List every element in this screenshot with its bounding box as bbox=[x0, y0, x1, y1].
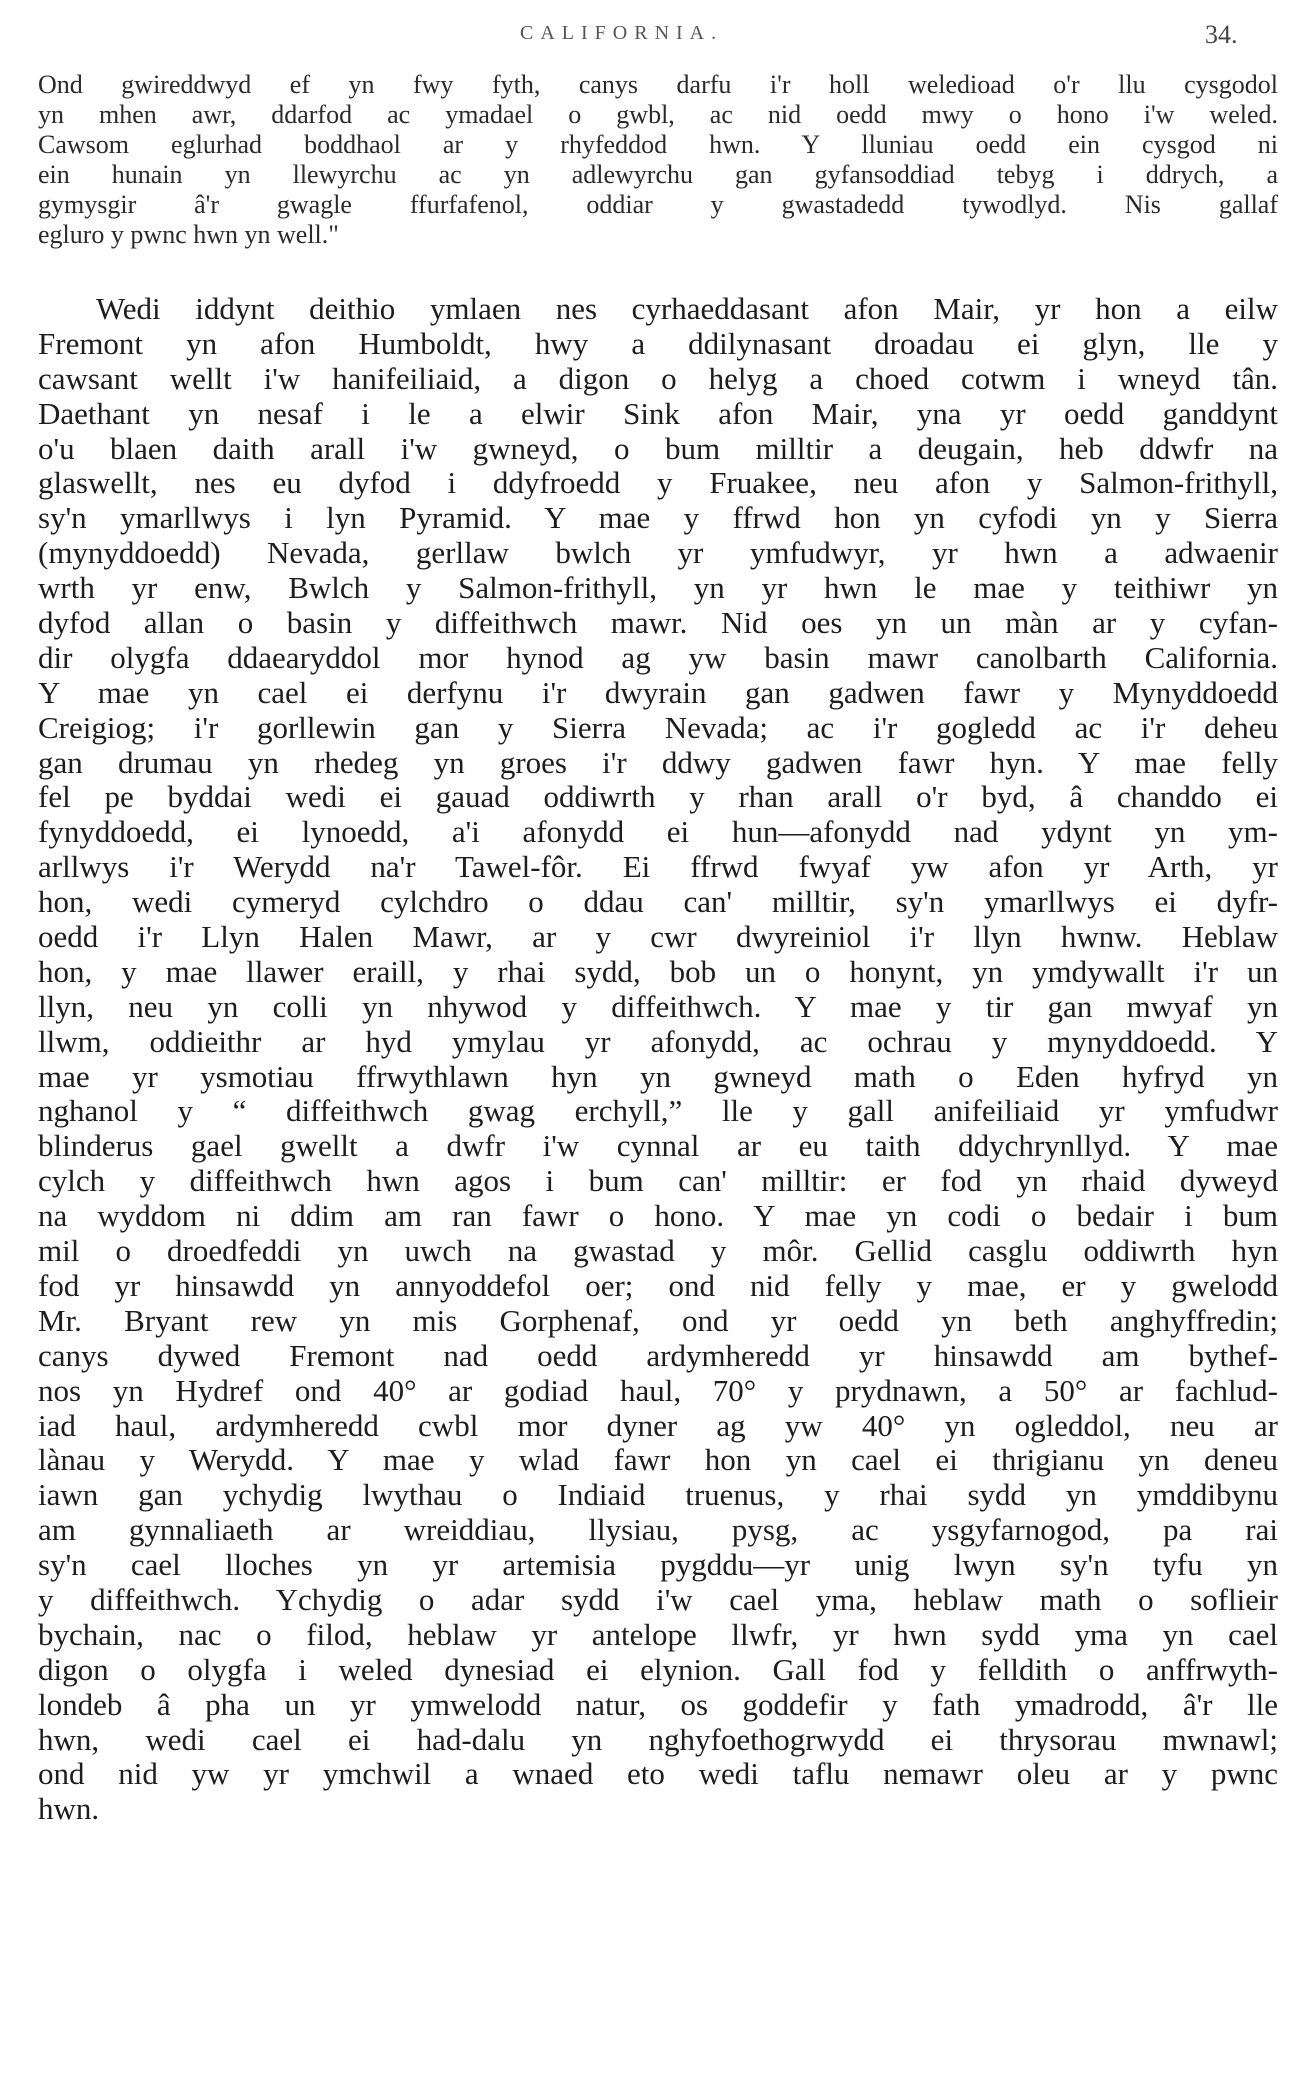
text-line: Ond gwireddwyd ef yn fwy fyth, canys darfu i'r holl weledioad o'r llu cysgodol bbox=[38, 70, 1278, 99]
text-line: fod yr hinsawdd yn annyoddefol oer; ond nid felly y mae, er y gwelodd bbox=[38, 1268, 1278, 1303]
text-line: bychain, nac o filod, heblaw yr antelope llwfr, yr hwn sydd yma yn cael bbox=[38, 1617, 1278, 1652]
text-line: llwm, oddieithr ar hyd ymylau yr afonydd, ac ochrau y mynyddoedd. Y bbox=[38, 1024, 1278, 1059]
text-line: iawn gan ychydig lwythau o Indiaid truenus, y rhai sydd yn ymddibynu bbox=[38, 1478, 1278, 1513]
text-line: sy'n cael lloches yn yr artemisia pygddu—yr unig lwyn sy'n tyfu yn bbox=[38, 1548, 1278, 1583]
text-line: mil o droedfeddi yn uwch na gwastad y môr. Gellid casglu oddiwrth hyn bbox=[38, 1234, 1278, 1269]
text-line: dir olygfa ddaearyddol mor hynod ag yw basin mawr canolbarth California. bbox=[38, 640, 1278, 675]
text-line: fel pe byddai wedi ei gauad oddiwrth y rhan arall o'r byd, â chanddo ei bbox=[38, 780, 1278, 815]
text-line: cawsant wellt i'w hanifeiliaid, a digon o helyg a choed cotwm i wneyd tân. bbox=[38, 361, 1278, 396]
text-line: Creigiog; i'r gorllewin gan y Sierra Nevada; ac i'r gogledd ac i'r deheu bbox=[38, 710, 1278, 745]
text-line: Y mae yn cael ei derfynu i'r dwyrain gan gadwen fawr y Mynyddoedd bbox=[38, 675, 1278, 710]
text-line: Mr. Bryant rew yn mis Gorphenaf, ond yr oedd yn beth anghyffredin; bbox=[38, 1303, 1278, 1338]
text-line: hon, y mae llawer eraill, y rhai sydd, bob un o honynt, yn ymdywallt i'r un bbox=[38, 954, 1278, 989]
quoted-paragraph bbox=[38, 70, 1278, 250]
running-header bbox=[0, 20, 1295, 60]
text-line: hon, wedi cymeryd cylchdro o ddau can' milltir, sy'n ymarllwys ei dyfr- bbox=[38, 885, 1278, 920]
text-line: digon o olygfa i weled dynesiad ei elynion. Gall fod y felldith o anffrwyth- bbox=[38, 1652, 1278, 1687]
text-line: arllwys i'r Werydd na'r Tawel-fôr. Ei ffrwd fwyaf yw afon yr Arth, yr bbox=[38, 850, 1278, 885]
text-line: egluro y pwnc hwn yn well." bbox=[38, 220, 339, 249]
main-paragraph bbox=[38, 292, 1278, 1827]
text-line: lànau y Werydd. Y mae y wlad fawr hon yn cael ei thrigianu yn deneu bbox=[38, 1443, 1278, 1478]
text-line: fynyddoedd, ei lynoedd, a'i afonydd ei hun—afonydd nad ydynt yn ym- bbox=[38, 815, 1278, 850]
text-line: am gynnaliaeth ar wreiddiau, llysiau, pysg, ac ysgyfarnogod, pa rai bbox=[38, 1513, 1278, 1548]
text-line: sy'n ymarllwys i lyn Pyramid. Y mae y ffrwd hon yn cyfodi yn y Sierra bbox=[38, 501, 1278, 536]
text-line: londeb â pha un yr ymwelodd natur, os goddefir y fath ymadrodd, â'r lle bbox=[38, 1687, 1278, 1722]
text-line: gan drumau yn rhedeg yn groes i'r ddwy gadwen fawr hyn. Y mae felly bbox=[38, 745, 1278, 780]
running-title: CALIFORNIA. bbox=[520, 22, 724, 44]
text-line: ein hunain yn llewyrchu ac yn adlewyrchu gan gyfansoddiad tebyg i ddrych, a bbox=[38, 160, 1278, 189]
text-line: y diffeithwch. Ychydig o adar sydd i'w cael yma, heblaw math o soflieir bbox=[38, 1582, 1278, 1617]
text-line: llyn, neu yn colli yn nhywod y diffeithwch. Y mae y tir gan mwyaf yn bbox=[38, 989, 1278, 1024]
text-line: mae yr ysmotiau ffrwythlawn hyn yn gwneyd math o Eden hyfryd yn bbox=[38, 1059, 1278, 1094]
text-line: gymysgir â'r gwagle ffurfafenol, oddiar y gwastadedd tywodlyd. Nis gallaf bbox=[38, 190, 1278, 219]
page-number: 34. bbox=[1205, 20, 1238, 49]
text-line: hwn. bbox=[38, 1792, 100, 1827]
text-line: canys dywed Fremont nad oedd ardymheredd yr hinsawdd am bythef- bbox=[38, 1338, 1278, 1373]
text-line: Fremont yn afon Humboldt, hwy a ddilynasant droadau ei glyn, lle y bbox=[38, 326, 1278, 361]
text-line: Daethant yn nesaf i le a elwir Sink afon Mair, yna yr oedd ganddynt bbox=[38, 396, 1278, 431]
text-line: glaswellt, nes eu dyfod i ddyfroedd y Fruakee, neu afon y Salmon-frithyll, bbox=[38, 466, 1278, 501]
text-line: blinderus gael gwellt a dwfr i'w cynnal ar eu taith ddychrynllyd. Y mae bbox=[38, 1129, 1278, 1164]
text-line: yn mhen awr, ddarfod ac ymadael o gwbl, ac nid oedd mwy o hono i'w weled. bbox=[38, 100, 1278, 129]
text-line: nos yn Hydref ond 40° ar godiad haul, 70° y prydnawn, a 50° ar fachlud- bbox=[38, 1373, 1278, 1408]
text-line: (mynyddoedd) Nevada, gerllaw bwlch yr ymfudwyr, yr hwn a adwaenir bbox=[38, 536, 1278, 571]
text-line: nghanol y “ diffeithwch gwag erchyll,” lle y gall anifeiliaid yr ymfudwr bbox=[38, 1094, 1278, 1129]
text-line: ond nid yw yr ymchwil a wnaed eto wedi taflu nemawr oleu ar y pwnc bbox=[38, 1757, 1278, 1792]
text-line: wrth yr enw, Bwlch y Salmon-frithyll, yn yr hwn le mae y teithiwr yn bbox=[38, 571, 1278, 606]
text-line: dyfod allan o basin y diffeithwch mawr. Nid oes yn un màn ar y cyfan- bbox=[38, 606, 1278, 641]
text-line: oedd i'r Llyn Halen Mawr, ar y cwr dwyreiniol i'r llyn hwnw. Heblaw bbox=[38, 920, 1278, 955]
text-line: Cawsom eglurhad boddhaol ar y rhyfeddod hwn. Y lluniau oedd ein cysgod ni bbox=[38, 130, 1278, 159]
text-line: cylch y diffeithwch hwn agos i bum can' milltir: er fod yn rhaid dyweyd bbox=[38, 1164, 1278, 1199]
text-line: hwn, wedi cael ei had-dalu yn nghyfoethogrwydd ei thrysorau mwnawl; bbox=[38, 1722, 1278, 1757]
text-line: Wedi iddynt deithio ymlaen nes cyrhaeddasant afon Mair, yr hon a eilw bbox=[96, 292, 1278, 326]
text-line: o'u blaen daith arall i'w gwneyd, o bum milltir a deugain, heb ddwfr na bbox=[38, 431, 1278, 466]
text-line: na wyddom ni ddim am ran fawr o hono. Y mae yn codi o bedair i bum bbox=[38, 1199, 1278, 1234]
text-line: iad haul, ardymheredd cwbl mor dyner ag yw 40° yn ogleddol, neu ar bbox=[38, 1408, 1278, 1443]
